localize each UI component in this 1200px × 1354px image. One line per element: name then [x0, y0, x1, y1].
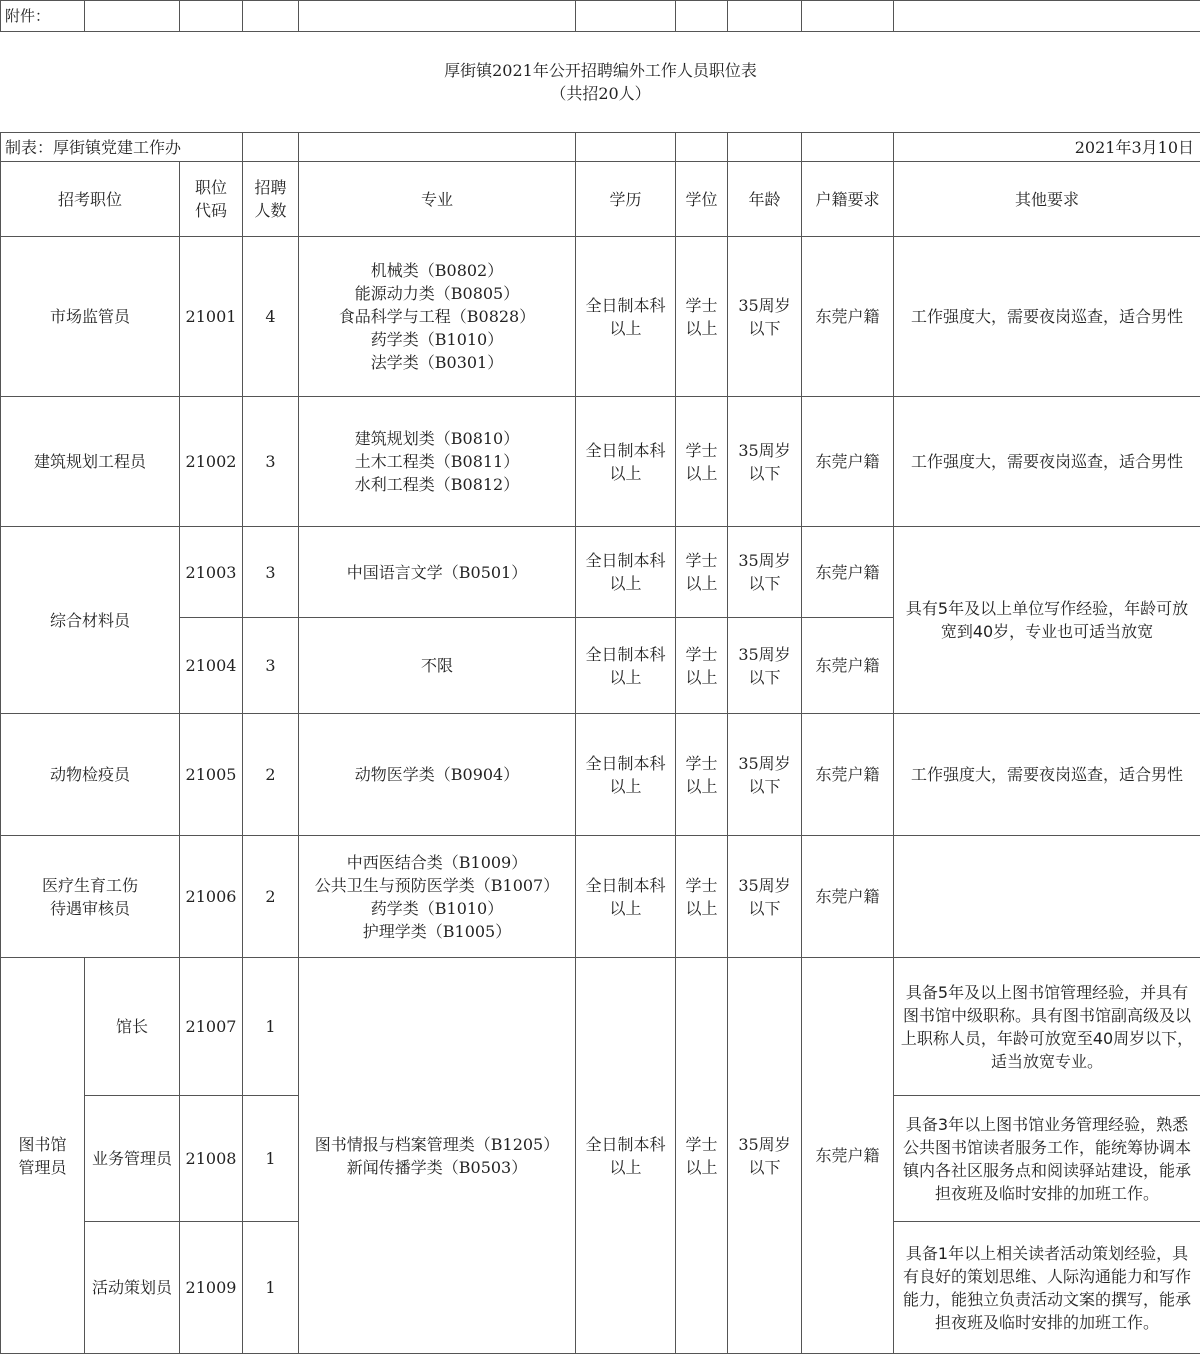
blank-cell: [802, 133, 894, 162]
position-line: 待遇审核员: [5, 897, 175, 920]
table-title: [1, 32, 1200, 133]
blank-cell: [894, 1, 1200, 32]
age-cell: [728, 237, 802, 397]
hukou-cell: 东莞户籍: [802, 958, 894, 1354]
hukou-cell: 东莞户籍: [802, 618, 894, 714]
count-cell: 2: [243, 836, 299, 958]
position-group-cell: [1, 958, 85, 1354]
degree-line: 以上: [680, 775, 723, 798]
hukou-cell: 东莞户籍: [802, 397, 894, 527]
header-count-line: 招聘: [247, 176, 294, 199]
table-row: [1, 237, 1200, 397]
code-cell: 21007: [180, 958, 243, 1096]
title-line-1: 厚街镇2021年公开招聘编外工作人员职位表: [5, 59, 1197, 82]
age-line: 35周岁: [732, 752, 797, 775]
count-cell: 3: [243, 527, 299, 618]
blank-cell: [728, 133, 802, 162]
table-date: 2021年3月10日: [894, 133, 1200, 162]
education-cell: [576, 618, 676, 714]
degree-line: 学士: [680, 874, 723, 897]
age-cell: [728, 836, 802, 958]
blank-cell: [576, 1, 676, 32]
education-cell: [576, 527, 676, 618]
count-cell: 4: [243, 237, 299, 397]
education-line: 全日制本科: [580, 294, 671, 317]
sub-position-cell: 活动策划员: [85, 1222, 180, 1354]
major-item: 药学类（B1010）: [303, 328, 571, 351]
other-requirement-cell: 具备3年以上图书馆业务管理经验，熟悉公共图书馆读者服务工作，能统筹协调本镇内各社区服务点和阅读驿站建设，能承担夜班及临时安排的加班工作。: [894, 1096, 1200, 1222]
code-cell: 21002: [180, 397, 243, 527]
major-item: 建筑规划类（B0810）: [303, 427, 571, 450]
major-item: 中国语言文学（B0501）: [303, 561, 571, 584]
sub-position-cell: 馆长: [85, 958, 180, 1096]
degree-line: 学士: [680, 549, 723, 572]
header-code-line: 职位: [184, 176, 238, 199]
education-cell: [576, 958, 676, 1354]
major-item: 图书情报与档案管理类（B1205）: [303, 1133, 571, 1156]
position-cell: 建筑规划工程员: [1, 397, 180, 527]
education-line: 以上: [580, 775, 671, 798]
hukou-cell: 东莞户籍: [802, 714, 894, 836]
degree-line: 学士: [680, 1133, 723, 1156]
count-cell: 3: [243, 618, 299, 714]
other-requirement-cell: [894, 836, 1200, 958]
table-row: [1, 714, 1200, 836]
blank-cell: [299, 1, 576, 32]
major-cell: [299, 618, 576, 714]
age-cell: [728, 527, 802, 618]
count-cell: 2: [243, 714, 299, 836]
major-cell: [299, 836, 576, 958]
header-age: 年龄: [728, 162, 802, 237]
blank-cell: [576, 133, 676, 162]
major-cell: [299, 714, 576, 836]
age-cell: [728, 958, 802, 1354]
age-cell: [728, 397, 802, 527]
header-row: [1, 162, 1200, 237]
header-position: 招考职位: [1, 162, 180, 237]
age-line: 35周岁: [732, 1133, 797, 1156]
other-requirement-cell: 具备5年及以上图书馆管理经验，并具有图书馆中级职称。具有图书馆副高级及以上职称人员，年龄可放宽至40周岁以下，适当放宽专业。: [894, 958, 1200, 1096]
education-line: 以上: [580, 462, 671, 485]
title-row: [1, 32, 1200, 133]
education-line: 以上: [580, 572, 671, 595]
count-cell: 1: [243, 1222, 299, 1354]
blank-cell: [243, 1, 299, 32]
education-line: 全日制本科: [580, 643, 671, 666]
position-cell: [1, 836, 180, 958]
position-line: 医疗生育工伤: [5, 874, 175, 897]
major-item: 能源动力类（B0805）: [303, 282, 571, 305]
header-major: 专业: [299, 162, 576, 237]
code-cell: 21003: [180, 527, 243, 618]
attachment-row: [1, 1, 1200, 32]
major-cell: [299, 527, 576, 618]
hukou-cell: 东莞户籍: [802, 836, 894, 958]
position-line: 图书馆: [5, 1133, 80, 1156]
header-count: [243, 162, 299, 237]
other-requirement-cell: 工作强度大，需要夜岗巡查，适合男性: [894, 237, 1200, 397]
education-cell: [576, 397, 676, 527]
major-item: 食品科学与工程（B0828）: [303, 305, 571, 328]
blank-cell: [85, 1, 180, 32]
table-row: [1, 397, 1200, 527]
blank-cell: [180, 1, 243, 32]
age-line: 35周岁: [732, 439, 797, 462]
hukou-cell: 东莞户籍: [802, 237, 894, 397]
major-cell: [299, 958, 576, 1354]
education-line: 以上: [580, 897, 671, 920]
title-line-2: （共招20人）: [5, 82, 1197, 105]
education-line: 全日制本科: [580, 874, 671, 897]
age-line: 35周岁: [732, 549, 797, 572]
degree-line: 以上: [680, 897, 723, 920]
major-item: 护理学类（B1005）: [303, 920, 571, 943]
education-line: 全日制本科: [580, 1133, 671, 1156]
header-count-line: 人数: [247, 199, 294, 222]
position-cell: 市场监管员: [1, 237, 180, 397]
code-cell: 21009: [180, 1222, 243, 1354]
degree-line: 学士: [680, 643, 723, 666]
blank-cell: [243, 133, 299, 162]
code-cell: 21001: [180, 237, 243, 397]
count-cell: 1: [243, 1096, 299, 1222]
blank-cell: [299, 133, 576, 162]
degree-line: 学士: [680, 439, 723, 462]
age-line: 以下: [732, 462, 797, 485]
age-line: 以下: [732, 666, 797, 689]
major-item: 法学类（B0301）: [303, 351, 571, 374]
age-line: 35周岁: [732, 874, 797, 897]
other-requirement-cell: 工作强度大，需要夜岗巡查，适合男性: [894, 397, 1200, 527]
age-line: 以下: [732, 775, 797, 798]
degree-cell: [676, 714, 728, 836]
degree-line: 学士: [680, 752, 723, 775]
major-item: 新闻传播学类（B0503）: [303, 1156, 571, 1179]
degree-line: 以上: [680, 317, 723, 340]
education-line: 全日制本科: [580, 439, 671, 462]
header-code: [180, 162, 243, 237]
age-line: 以下: [732, 897, 797, 920]
education-line: 以上: [580, 1156, 671, 1179]
major-cell: [299, 237, 576, 397]
major-cell: [299, 397, 576, 527]
code-cell: 21008: [180, 1096, 243, 1222]
major-item: 动物医学类（B0904）: [303, 763, 571, 786]
major-item: 不限: [303, 654, 571, 677]
age-line: 35周岁: [732, 294, 797, 317]
degree-cell: [676, 527, 728, 618]
degree-line: 以上: [680, 462, 723, 485]
degree-line: 学士: [680, 294, 723, 317]
meta-row: [1, 133, 1200, 162]
degree-cell: [676, 836, 728, 958]
education-line: 全日制本科: [580, 752, 671, 775]
count-cell: 1: [243, 958, 299, 1096]
blank-cell: [676, 1, 728, 32]
degree-line: 以上: [680, 666, 723, 689]
position-cell: 综合材料员: [1, 527, 180, 714]
made-by: 制表：厚街镇党建工作办: [1, 133, 243, 162]
major-item: 机械类（B0802）: [303, 259, 571, 282]
table-row: [1, 836, 1200, 958]
header-degree: 学位: [676, 162, 728, 237]
table-row: [1, 958, 1200, 1096]
major-item: 中西医结合类（B1009）: [303, 851, 571, 874]
sub-position-cell: 业务管理员: [85, 1096, 180, 1222]
major-item: 土木工程类（B0811）: [303, 450, 571, 473]
header-education: 学历: [576, 162, 676, 237]
header-hukou: 户籍要求: [802, 162, 894, 237]
code-cell: 21006: [180, 836, 243, 958]
degree-line: 以上: [680, 572, 723, 595]
other-requirement-cell: 具有5年及以上单位写作经验，年龄可放宽到40岁，专业也可适当放宽: [894, 527, 1200, 714]
major-item: 药学类（B1010）: [303, 897, 571, 920]
code-cell: 21004: [180, 618, 243, 714]
hukou-cell: 东莞户籍: [802, 527, 894, 618]
age-cell: [728, 714, 802, 836]
education-cell: [576, 836, 676, 958]
education-line: 以上: [580, 666, 671, 689]
code-cell: 21005: [180, 714, 243, 836]
degree-line: 以上: [680, 1156, 723, 1179]
header-other: 其他要求: [894, 162, 1200, 237]
major-item: 公共卫生与预防医学类（B1007）: [303, 874, 571, 897]
table-row: [1, 527, 1200, 618]
education-line: 以上: [580, 317, 671, 340]
age-cell: [728, 618, 802, 714]
position-cell: 动物检疫员: [1, 714, 180, 836]
blank-cell: [728, 1, 802, 32]
major-item: 水利工程类（B0812）: [303, 473, 571, 496]
count-cell: 3: [243, 397, 299, 527]
age-line: 以下: [732, 1156, 797, 1179]
age-line: 以下: [732, 572, 797, 595]
education-cell: [576, 237, 676, 397]
degree-cell: [676, 958, 728, 1354]
other-requirement-cell: 具备1年以上相关读者活动策划经验，具有良好的策划思维、人际沟通能力和写作能力，能独立负责活动文案的撰写，能承担夜班及临时安排的加班工作。: [894, 1222, 1200, 1354]
other-requirement-cell: 工作强度大，需要夜岗巡查，适合男性: [894, 714, 1200, 836]
blank-cell: [802, 1, 894, 32]
attachment-label: 附件：: [1, 1, 85, 32]
degree-cell: [676, 397, 728, 527]
header-code-line: 代码: [184, 199, 238, 222]
blank-cell: [676, 133, 728, 162]
age-line: 以下: [732, 317, 797, 340]
degree-cell: [676, 618, 728, 714]
education-line: 全日制本科: [580, 549, 671, 572]
age-line: 35周岁: [732, 643, 797, 666]
education-cell: [576, 714, 676, 836]
position-line: 管理员: [5, 1156, 80, 1179]
degree-cell: [676, 237, 728, 397]
